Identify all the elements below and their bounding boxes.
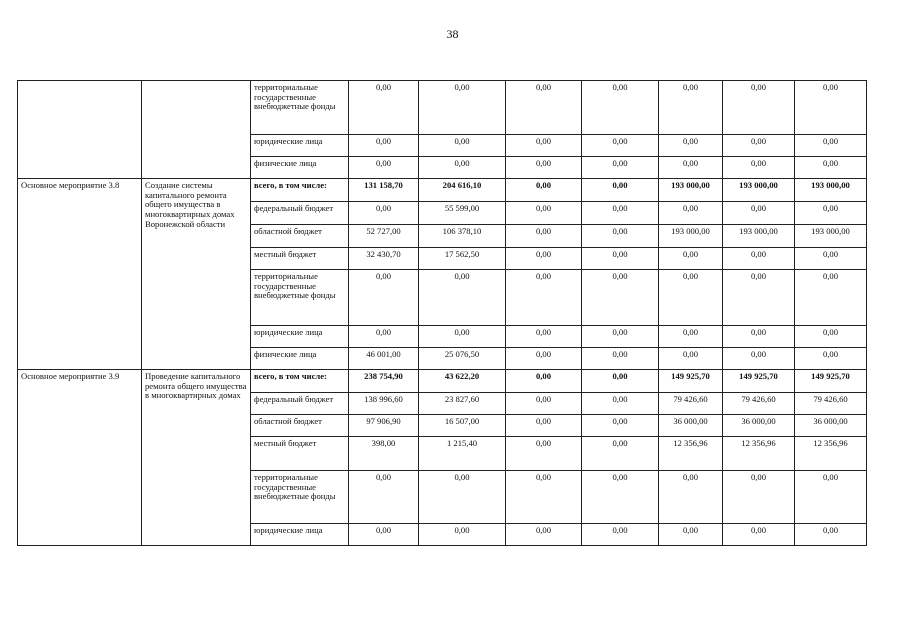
amount-cell: 79 426,60 — [723, 393, 795, 415]
amount-cell: 0,00 — [349, 135, 419, 157]
funding-source-cell: юридические лица — [251, 135, 349, 157]
amount-cell: 0,00 — [582, 81, 659, 135]
amount-cell: 0,00 — [419, 326, 506, 348]
amount-cell: 0,00 — [795, 202, 867, 225]
amount-cell: 1 215,40 — [419, 437, 506, 471]
amount-cell: 36 000,00 — [659, 415, 723, 437]
funding-source-cell: территориальные государственные внебюджетные фонды — [251, 270, 349, 326]
amount-cell: 0,00 — [506, 225, 582, 248]
table-row — [18, 179, 867, 202]
amount-cell: 0,00 — [506, 370, 582, 393]
amount-cell: 149 925,70 — [659, 370, 723, 393]
amount-cell: 79 426,60 — [659, 393, 723, 415]
amount-cell: 138 996,60 — [349, 393, 419, 415]
amount-cell: 0,00 — [419, 270, 506, 326]
budget-table — [17, 80, 867, 546]
amount-cell: 193 000,00 — [659, 179, 723, 202]
amount-cell: 0,00 — [349, 524, 419, 546]
amount-cell: 0,00 — [723, 348, 795, 370]
amount-cell: 0,00 — [582, 393, 659, 415]
amount-cell: 0,00 — [506, 135, 582, 157]
amount-cell: 0,00 — [506, 437, 582, 471]
amount-cell: 0,00 — [723, 326, 795, 348]
amount-cell: 0,00 — [795, 524, 867, 546]
amount-cell: 0,00 — [795, 157, 867, 179]
amount-cell: 0,00 — [659, 81, 723, 135]
amount-cell: 0,00 — [723, 471, 795, 524]
amount-cell: 0,00 — [659, 471, 723, 524]
amount-cell: 97 906,90 — [349, 415, 419, 437]
amount-cell: 12 356,96 — [723, 437, 795, 471]
funding-source-cell: юридические лица — [251, 326, 349, 348]
amount-cell: 0,00 — [723, 202, 795, 225]
amount-cell: 193 000,00 — [659, 225, 723, 248]
amount-cell: 0,00 — [582, 348, 659, 370]
amount-cell: 0,00 — [795, 270, 867, 326]
amount-cell: 12 356,96 — [795, 437, 867, 471]
amount-cell: 0,00 — [419, 157, 506, 179]
amount-cell: 0,00 — [506, 348, 582, 370]
activity-name-cell: Основное мероприятие 3.8 — [18, 179, 142, 370]
amount-cell: 0,00 — [419, 524, 506, 546]
amount-cell: 0,00 — [723, 81, 795, 135]
amount-cell: 0,00 — [582, 471, 659, 524]
amount-cell: 0,00 — [582, 270, 659, 326]
amount-cell: 0,00 — [659, 348, 723, 370]
amount-cell: 193 000,00 — [795, 179, 867, 202]
funding-source-cell: местный бюджет — [251, 437, 349, 471]
amount-cell: 0,00 — [506, 270, 582, 326]
funding-source-cell: областной бюджет — [251, 225, 349, 248]
amount-cell: 106 378,10 — [419, 225, 506, 248]
amount-cell: 0,00 — [795, 81, 867, 135]
table-row — [18, 370, 867, 393]
amount-cell: 52 727,00 — [349, 225, 419, 248]
amount-cell: 36 000,00 — [723, 415, 795, 437]
amount-cell: 0,00 — [795, 348, 867, 370]
amount-cell: 193 000,00 — [723, 179, 795, 202]
amount-cell: 25 076,50 — [419, 348, 506, 370]
activity-name-cell: Основное мероприятие 3.9 — [18, 370, 142, 546]
amount-cell: 193 000,00 — [795, 225, 867, 248]
amount-cell: 0,00 — [582, 179, 659, 202]
amount-cell: 0,00 — [582, 370, 659, 393]
amount-cell: 46 001,00 — [349, 348, 419, 370]
amount-cell: 0,00 — [582, 225, 659, 248]
table-row — [18, 81, 867, 135]
amount-cell: 0,00 — [506, 393, 582, 415]
amount-cell: 0,00 — [349, 81, 419, 135]
funding-source-cell: местный бюджет — [251, 248, 349, 270]
amount-cell: 0,00 — [659, 270, 723, 326]
amount-cell: 0,00 — [349, 270, 419, 326]
amount-cell: 0,00 — [506, 202, 582, 225]
amount-cell: 0,00 — [723, 135, 795, 157]
amount-cell: 0,00 — [659, 135, 723, 157]
amount-cell: 0,00 — [659, 524, 723, 546]
funding-source-cell: физические лица — [251, 157, 349, 179]
amount-cell: 0,00 — [582, 202, 659, 225]
amount-cell: 0,00 — [659, 326, 723, 348]
amount-cell: 0,00 — [349, 157, 419, 179]
amount-cell: 0,00 — [419, 471, 506, 524]
amount-cell: 0,00 — [582, 326, 659, 348]
amount-cell: 204 616,10 — [419, 179, 506, 202]
amount-cell: 0,00 — [506, 81, 582, 135]
amount-cell: 0,00 — [506, 326, 582, 348]
amount-cell: 0,00 — [349, 202, 419, 225]
amount-cell: 0,00 — [723, 248, 795, 270]
amount-cell: 0,00 — [419, 135, 506, 157]
amount-cell: 0,00 — [795, 135, 867, 157]
amount-cell: 0,00 — [795, 248, 867, 270]
amount-cell: 0,00 — [506, 248, 582, 270]
funding-source-cell: территориальные государственные внебюджетные фонды — [251, 81, 349, 135]
funding-source-cell: федеральный бюджет — [251, 393, 349, 415]
activity-title-cell: Проведение капитального ремонта общего имущества в многоквартирных домах — [142, 370, 251, 546]
amount-cell: 149 925,70 — [723, 370, 795, 393]
amount-cell: 398,00 — [349, 437, 419, 471]
amount-cell: 0,00 — [506, 524, 582, 546]
amount-cell: 0,00 — [582, 437, 659, 471]
funding-source-cell: территориальные государственные внебюджетные фонды — [251, 471, 349, 524]
amount-cell: 0,00 — [582, 524, 659, 546]
amount-cell: 16 507,00 — [419, 415, 506, 437]
amount-cell: 0,00 — [506, 471, 582, 524]
amount-cell: 0,00 — [506, 179, 582, 202]
funding-source-cell: всего, в том числе: — [251, 179, 349, 202]
amount-cell: 0,00 — [795, 471, 867, 524]
amount-cell: 149 925,70 — [795, 370, 867, 393]
amount-cell: 0,00 — [582, 135, 659, 157]
amount-cell: 0,00 — [349, 326, 419, 348]
page-number: 38 — [446, 27, 459, 41]
amount-cell: 0,00 — [723, 270, 795, 326]
amount-cell: 17 562,50 — [419, 248, 506, 270]
activity-name-cell — [18, 81, 142, 179]
funding-source-cell: областной бюджет — [251, 415, 349, 437]
amount-cell: 0,00 — [506, 415, 582, 437]
activity-title-cell: Создание системы капитального ремонта общего имущества в многоквартирных домах Воронежской области — [142, 179, 251, 370]
amount-cell: 55 599,00 — [419, 202, 506, 225]
amount-cell: 0,00 — [582, 248, 659, 270]
table-body — [18, 81, 867, 546]
amount-cell: 79 426,60 — [795, 393, 867, 415]
amount-cell: 0,00 — [723, 524, 795, 546]
amount-cell: 0,00 — [506, 157, 582, 179]
funding-source-cell: всего, в том числе: — [251, 370, 349, 393]
funding-source-cell: федеральный бюджет — [251, 202, 349, 225]
amount-cell: 131 158,70 — [349, 179, 419, 202]
amount-cell: 0,00 — [582, 415, 659, 437]
amount-cell: 36 000,00 — [795, 415, 867, 437]
amount-cell: 12 356,96 — [659, 437, 723, 471]
amount-cell: 0,00 — [659, 157, 723, 179]
amount-cell: 0,00 — [349, 471, 419, 524]
amount-cell: 0,00 — [419, 81, 506, 135]
activity-title-cell — [142, 81, 251, 179]
funding-source-cell: физические лица — [251, 348, 349, 370]
amount-cell: 0,00 — [659, 248, 723, 270]
amount-cell: 0,00 — [795, 326, 867, 348]
amount-cell: 193 000,00 — [723, 225, 795, 248]
amount-cell: 0,00 — [723, 157, 795, 179]
amount-cell: 0,00 — [659, 202, 723, 225]
amount-cell: 0,00 — [582, 157, 659, 179]
amount-cell: 238 754,90 — [349, 370, 419, 393]
amount-cell: 43 622,20 — [419, 370, 506, 393]
funding-source-cell: юридические лица — [251, 524, 349, 546]
amount-cell: 32 430,70 — [349, 248, 419, 270]
amount-cell: 23 827,60 — [419, 393, 506, 415]
